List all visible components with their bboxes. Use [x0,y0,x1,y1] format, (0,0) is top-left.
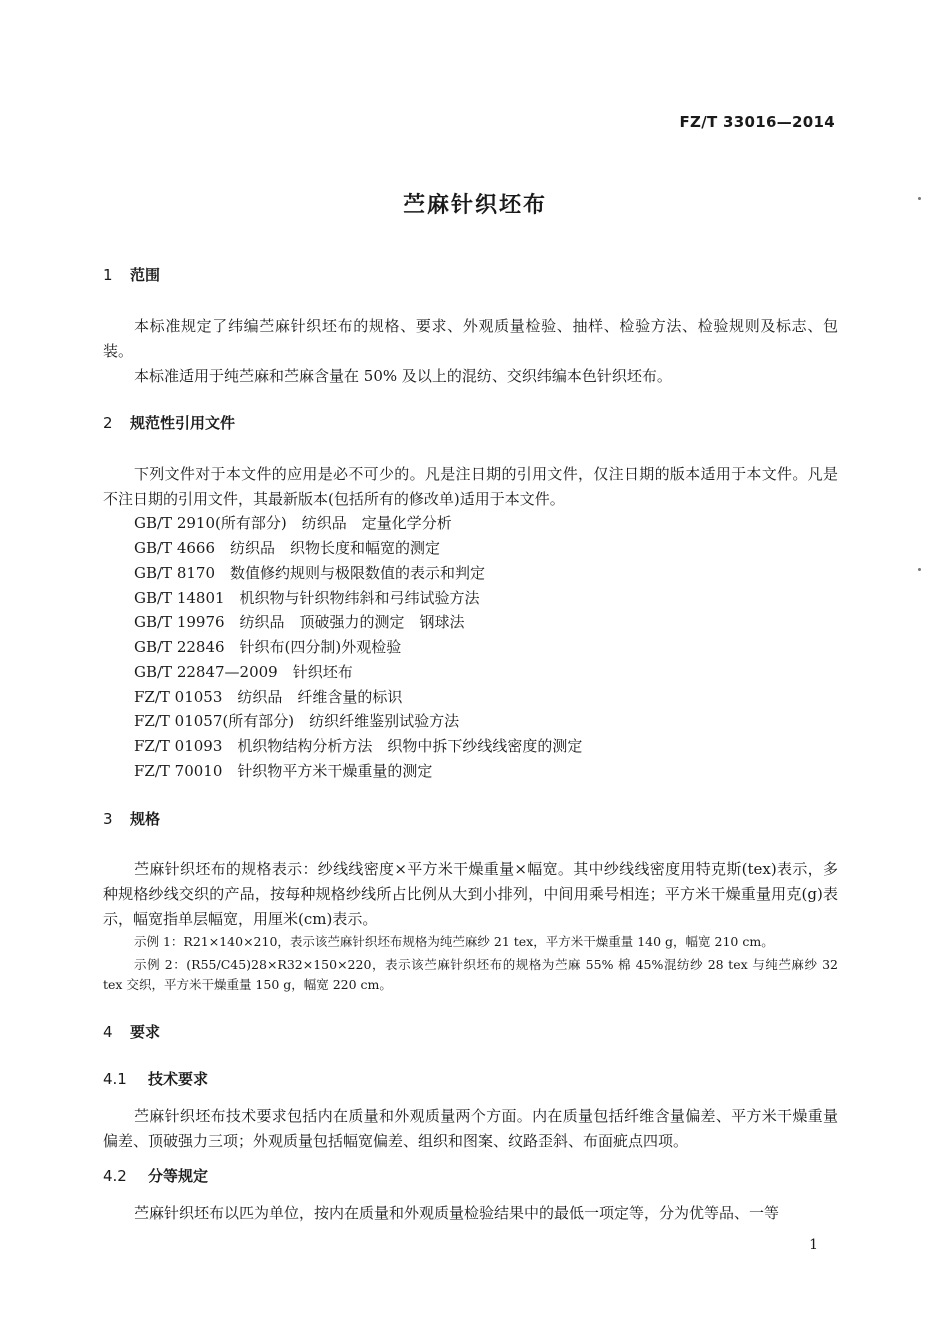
reference-item: FZ/T 01057(所有部分) 纺织纤维鉴别试验方法 [134,712,460,730]
subsection-title: 技术要求 [148,1070,209,1088]
scan-speck [918,568,921,571]
section-heading-specification [103,808,160,829]
reference-item: FZ/T 01053 纺织品 纤维含量的标识 [134,688,403,706]
reference-item: GB/T 14801 机织物与针织物纬斜和弓纬试验方法 [134,589,480,607]
reference-item: GB/T 22846 针织布(四分制)外观检验 [134,638,402,656]
reference-item: FZ/T 70010 针织物平方米干燥重量的测定 [134,762,433,780]
subsection-number: 4.2 [103,1167,127,1185]
subsection-heading-technical [103,1068,208,1089]
specification-paragraph: 苎麻针织坯布的规格表示：纱线线密度×平方米干燥重量×幅宽。其中纱线线密度用特克斯(tex)表示，多种规格纱线交织的产品，按每种规格纱线所占比例从大到小排列，中间用乘号相连；平方米干燥重量用克(g)表示，幅宽指单层幅宽，用厘米(cm)表示。 [103,860,838,928]
subsection-heading-grading [103,1165,208,1186]
reference-item: GB/T 19976 纺织品 顶破强力的测定 钢球法 [134,613,465,631]
section-number: 4 [103,1023,113,1041]
section-heading-requirements [103,1021,160,1042]
document-title: 苎麻针织坯布 [402,193,547,218]
section-title: 范围 [130,266,161,284]
scan-speck [918,197,921,200]
section-number: 1 [103,266,113,284]
reference-item: GB/T 22847—2009 针织坯布 [134,663,353,681]
specification-example-1: 示例 1：R21×140×210，表示该苎麻针织坯布规格为纯苎麻纱 21 tex，平方米干燥重量 140 g，幅宽 210 cm。 [134,934,774,949]
reference-item: GB/T 2910(所有部分) 纺织品 定量化学分析 [134,514,452,532]
reference-item: GB/T 4666 纺织品 织物长度和幅宽的测定 [134,539,441,557]
scope-paragraph-1: 本标准规定了纬编苎麻针织坯布的规格、要求、外观质量检验、抽样、检验方法、检验规则及标志、包装。 [103,317,838,360]
section-number: 2 [103,414,113,432]
section-number: 3 [103,810,113,828]
reference-item: FZ/T 01093 机织物结构分析方法 织物中拆下纱线线密度的测定 [134,737,583,755]
scope-paragraph-2: 本标准适用于纯苎麻和苎麻含量在 50% 及以上的混纺、交织纬编本色针织坯布。 [134,367,672,385]
technical-paragraph: 苎麻针织坯布技术要求包括内在质量和外观质量两个方面。内在质量包括纤维含量偏差、平方米干燥重量偏差、顶破强力三项；外观质量包括幅宽偏差、组织和图案、纹路歪斜、布面疵点四项。 [103,1107,838,1150]
section-title: 规范性引用文件 [130,414,236,432]
section-heading-scope [103,264,160,285]
section-heading-references [103,412,235,433]
subsection-number: 4.1 [103,1070,127,1088]
grading-paragraph: 苎麻针织坯布以匹为单位，按内在质量和外观质量检验结果中的最低一项定等，分为优等品、一等 [134,1204,780,1222]
reference-item: GB/T 8170 数值修约规则与极限数值的表示和判定 [134,564,486,582]
section-title: 规格 [130,810,161,828]
section-title: 要求 [130,1023,161,1041]
specification-example-2: 示例 2：(R55/C45)28×R32×150×220，表示该苎麻针织坯布的规格为苎麻 55% 棉 45%混纺纱 28 tex 与纯苎麻纱 32 tex 交织，平方米干燥重量 150 g，幅宽 220 cm。 [103,957,838,992]
standard-code: FZ/T 33016—2014 [679,113,835,131]
subsection-title: 分等规定 [148,1167,209,1185]
references-intro: 下列文件对于本文件的应用是必不可少的。凡是注日期的引用文件，仅注日期的版本适用于本文件。凡是不注日期的引用文件，其最新版本(包括所有的修改单)适用于本文件。 [103,465,838,508]
page-number: 1 [809,1237,818,1253]
